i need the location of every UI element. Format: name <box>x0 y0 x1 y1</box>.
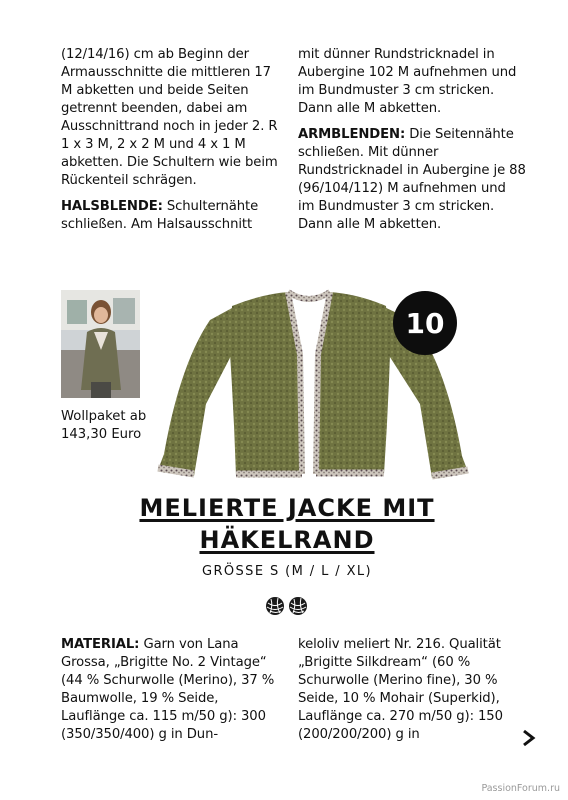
paragraph: (12/14/16) cm ab Beginn der Armausschnitte die mittleren 17 M abketten und beide Seiten getrennt beenden, dabei am Ausschnittrand noch in jeder 2. R 1 x 3 M, 2 x 2 M und 4 x 1 M abketten. Die Schultern wie beim Rückenteil schrägen. <box>61 47 278 188</box>
text-column-bottom-left <box>61 636 279 752</box>
photo-caption: Wollpaket ab 143,30 Euro <box>61 409 147 442</box>
watermark: PassionForum.ru <box>481 783 560 794</box>
section-label-armblenden: ARMBLENDEN: <box>298 127 406 142</box>
text-column-top-right <box>298 46 526 242</box>
text-column-top-left <box>61 46 279 242</box>
pattern-number-badge: 10 <box>393 291 457 355</box>
pattern-title <box>80 492 494 556</box>
yarn-ball-icon <box>288 596 308 616</box>
paragraph: keloliv meliert Nr. 216. Qualität „Brigitte Silkdream“ (60 % Schurwolle (Merino fine), 30 % Seide, 10 % Mohair (Superkid), Lauflänge ca. 270 m/50 g): 150 (200/200/200) g in <box>298 637 503 742</box>
section-label-halsblende: HALSBLENDE: <box>61 199 163 214</box>
paragraph-text: Schulternähte schließen. Am Halsausschnitt <box>61 199 259 232</box>
text-column-bottom-right <box>298 636 526 752</box>
chevron-right-icon[interactable] <box>519 728 539 748</box>
model-photo-image <box>61 290 140 398</box>
paragraph <box>61 198 279 234</box>
model-photo <box>61 290 140 398</box>
paragraph-text: Garn von Lana Grossa, „Brigitte No. 2 Vintage“ (44 % Schurwolle (Merino), 37 % Baumwolle, 19 % Seide, Lauflänge ca. 115 m/50 g): 300 (350/350/400) g in Dun- <box>61 637 275 742</box>
paragraph: mit dünner Rundstricknadel in Aubergine 102 M aufnehmen und im Bundmuster 3 cm stricken. Dann alle M abketten. <box>298 47 517 116</box>
paragraph <box>61 636 279 744</box>
size-info: GRÖSSE S (M / L / XL) <box>201 564 372 579</box>
title-line-2: HÄKELRAND <box>199 526 375 554</box>
difficulty-rating <box>265 596 311 618</box>
section-label-material: MATERIAL: <box>61 637 140 652</box>
yarn-ball-icon <box>265 596 285 616</box>
title-line-1: MELIERTE JACKE MIT <box>139 494 435 522</box>
paragraph <box>298 126 526 234</box>
paragraph-text: Die Seitennähte schließen. Mit dünner Rundstricknadel in Aubergine je 88 (96/104/112) M aufnehmen und im Bundmuster 3 cm stricken. Dann alle M abketten. <box>298 127 526 232</box>
